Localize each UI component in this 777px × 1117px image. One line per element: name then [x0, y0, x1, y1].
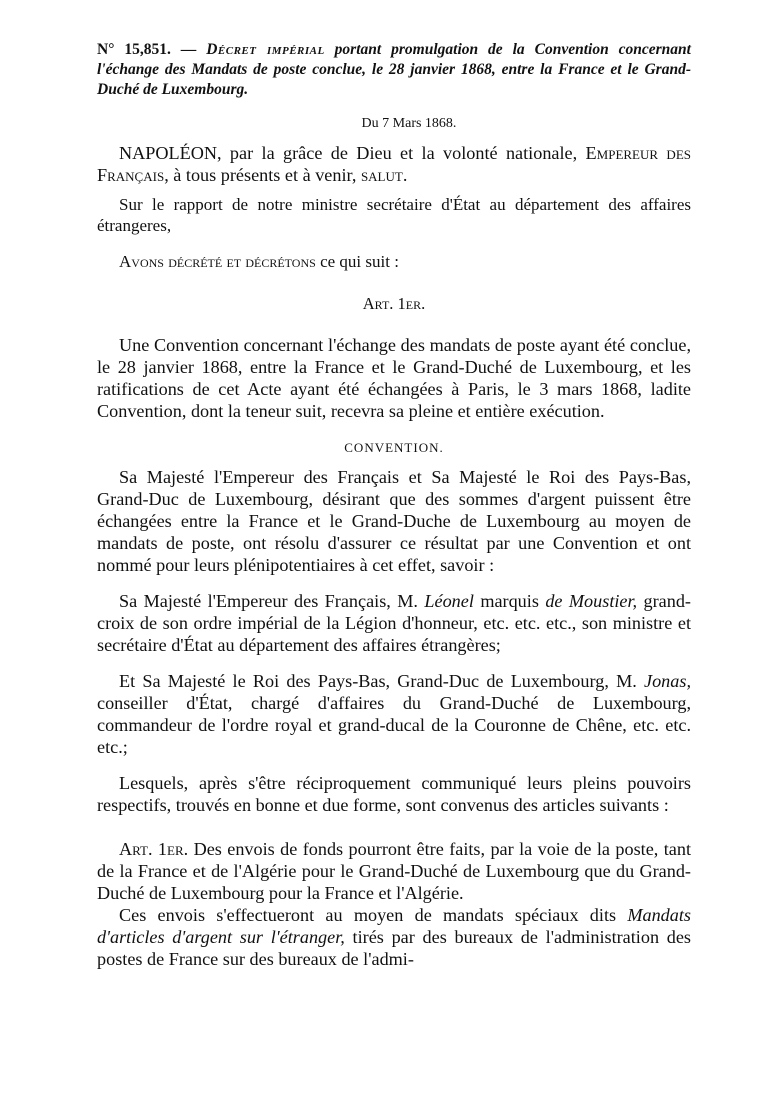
decree-header [97, 40, 691, 100]
decree-type: Décret impérial [206, 41, 325, 58]
convention-paragraph-4: Lesquels, après s'être réciproquement communiqué leurs pleins pouvoirs respectifs, trouvés en bonne et due forme, sont convenus des articles suivants : [97, 773, 691, 816]
preamble-napoleon [97, 142, 691, 186]
avons-decrete: Avons décrété et décrétons [119, 251, 316, 271]
convention-paragraph-2 [97, 590, 691, 656]
p2-text-c: grand-croix de son ordre impérial de la Légion d'honneur, etc. etc. etc., son ministre et secrétaire d'État au département des affaires étrangères; [97, 591, 691, 656]
p2-moustier: de Moustier, [545, 591, 638, 612]
p2-text-a: Sa Majesté l'Empereur des Français, M. [119, 591, 425, 612]
avons-rest: ce qui suit : [315, 251, 399, 271]
p5-italic: Mandats d'articles d'argent sur l'étranger, [97, 905, 691, 948]
napoleon-text-a: NAPOLÉON, par la grâce de Dieu et la volonté nationale, [119, 143, 586, 163]
convention-art1-label: Art. 1er. [119, 839, 189, 860]
convention-art1-text: Des envois de fonds pourront être faits, par la voie de la poste, tant de la France et de l'Algérie pour le Grand-Duché de Luxembourg que du Grand-Duché de Luxembourg pour la France et l'Algérie. [97, 839, 692, 904]
decree-title: portant promulgation de la Convention concernant l'échange des Mandats de poste conclue, le 28 janvier 1868, entre la France et le Grand-Duché de Luxembourg. [97, 41, 691, 98]
napoleon-title: Empereur des Français [97, 143, 691, 185]
decree-date: Du 7 Mars 1868. [361, 116, 457, 131]
preamble-rapport: Sur le rapport de notre ministre secrétaire d'État au département des affaires étrangeres, [97, 195, 691, 236]
convention-title: CONVENTION. [344, 440, 444, 456]
p2-leonel: Léonel [424, 591, 474, 612]
convention-paragraph-3 [97, 670, 691, 758]
convention-article-1 [97, 838, 691, 904]
article-1-text: Une Convention concernant l'échange des mandats de poste ayant été conclue, le 28 janvier 1868, entre la France et le Grand-Duché de Luxembourg, et les ratifications de cet Acte ayant été échangées à Paris, le 3 mars 1868, ladite Convention, dont la teneur suit, recevra sa pleine et entière exécution. [97, 335, 691, 422]
p3-jonas: Jonas, [644, 671, 691, 692]
napoleon-salut: salut. [360, 165, 408, 185]
p5-text-b: tirés par des bureaux de l'administration des postes de France sur des bureaux de l'admi- [97, 927, 692, 970]
napoleon-text-c: , à tous présents et à venir, [164, 165, 361, 185]
p2-text-b: marquis [473, 591, 546, 612]
preamble-avons [97, 251, 691, 272]
article-1-title: Art. 1er. [362, 294, 426, 314]
document-page [97, 40, 691, 970]
convention-paragraph-1: Sa Majesté l'Empereur des Français et Sa Majesté le Roi des Pays-Bas, Grand-Duc de Luxembourg, désirant que des sommes d'argent puissent être échangées entre la France et le Grand-Duche de Luxembourg au moyen de mandats de poste, ont résolu d'assurer ce résultat par une Convention et ont nommé pour leurs plénipotentiaires à cet effet, savoir : [97, 467, 691, 576]
decree-number: N° 15,851. — [97, 41, 207, 58]
p3-text-b: conseiller d'État, chargé d'affaires du Grand-Duché de Luxembourg, commandeur de l'ordre royal et grand-ducal de la Couronne de Chêne, etc. etc. etc.; [97, 693, 691, 758]
convention-paragraph-5 [97, 904, 691, 970]
p3-text-a: Et Sa Majesté le Roi des Pays-Bas, Grand-Duc de Luxembourg, M. [119, 671, 645, 692]
p5-text-a: Ces envois s'effectueront au moyen de mandats spéciaux dits [119, 905, 628, 926]
